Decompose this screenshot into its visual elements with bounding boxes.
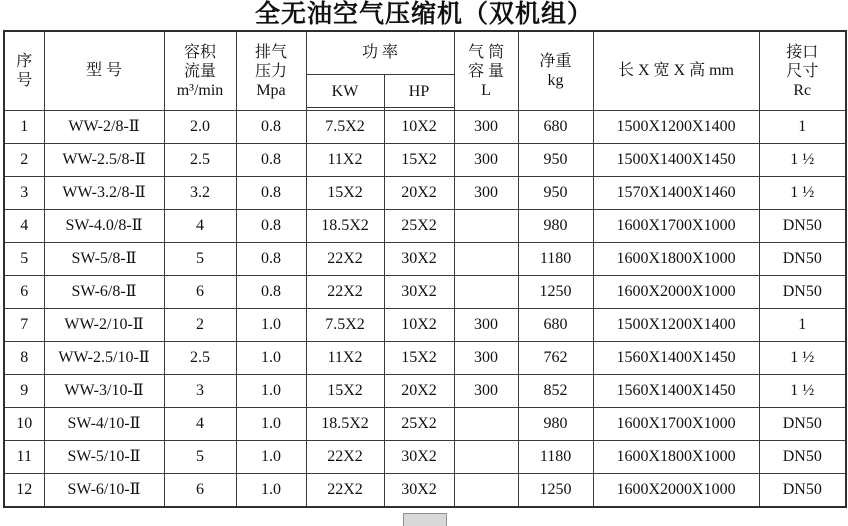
- table-cell: 1600X1700X1000: [593, 408, 759, 441]
- table-cell: SW-6/10-Ⅱ: [44, 474, 164, 508]
- table-header: [4, 31, 846, 111]
- header-port-size: [759, 31, 846, 111]
- table-cell: 2.5: [164, 144, 236, 177]
- header-pressure-line2: 压力: [254, 62, 287, 80]
- table-row: [4, 243, 846, 276]
- header-pressure: [236, 31, 306, 111]
- table-cell: DN50: [759, 408, 846, 441]
- table-cell: 1: [759, 111, 846, 144]
- table-cell: 10X2: [384, 111, 454, 144]
- table-cell: 1600X2000X1000: [593, 276, 759, 309]
- table-cell: DN50: [759, 276, 846, 309]
- table-cell: [454, 276, 518, 309]
- table-cell: 22X2: [306, 276, 384, 309]
- table-cell: 18.5X2: [306, 408, 384, 441]
- table-row: [4, 375, 846, 408]
- table-cell: 30X2: [384, 276, 454, 309]
- page-title: 全无油空气压缩机（双机组）: [254, 1, 593, 28]
- table-cell: SW-4.0/8-Ⅱ: [44, 210, 164, 243]
- table-cell: 1560X1400X1450: [593, 375, 759, 408]
- table-cell: 1600X1800X1000: [593, 441, 759, 474]
- table-row: [4, 309, 846, 342]
- table-cell: 1 ½: [759, 375, 846, 408]
- table-cell: 1.0: [236, 375, 306, 408]
- table-cell: 7.5X2: [306, 111, 384, 144]
- table-cell: WW-3/10-Ⅱ: [44, 375, 164, 408]
- table-cell: 0.8: [236, 177, 306, 210]
- header-seq: [4, 31, 44, 111]
- table-cell: 1.0: [236, 441, 306, 474]
- compressor-spec-table: [3, 30, 847, 508]
- table-cell: 300: [454, 144, 518, 177]
- table-cell: DN50: [759, 210, 846, 243]
- table-cell: DN50: [759, 441, 846, 474]
- table-cell: WW-2.5/8-Ⅱ: [44, 144, 164, 177]
- table-cell: 2.5: [164, 342, 236, 375]
- table-cell: 1180: [518, 441, 593, 474]
- table-row: [4, 210, 846, 243]
- table-cell: 1.0: [236, 474, 306, 508]
- table-row: [4, 342, 846, 375]
- table-cell: 1 ½: [759, 342, 846, 375]
- table-cell: [454, 210, 518, 243]
- table-cell: 300: [454, 111, 518, 144]
- table-cell: SW-5/8-Ⅱ: [44, 243, 164, 276]
- table-cell: 12: [4, 474, 44, 508]
- table-cell: 4: [164, 210, 236, 243]
- table-cell: 0.8: [236, 243, 306, 276]
- table-cell: 4: [4, 210, 44, 243]
- table-cell: 1500X1200X1400: [593, 111, 759, 144]
- header-flow: [164, 31, 236, 111]
- header-tank-line1: 气 筒: [468, 43, 505, 61]
- table-cell: 1.0: [236, 342, 306, 375]
- table-cell: 1600X1800X1000: [593, 243, 759, 276]
- table-cell: 11X2: [306, 144, 384, 177]
- table-body: [4, 111, 846, 508]
- table-cell: 7: [4, 309, 44, 342]
- table-cell: 30X2: [384, 243, 454, 276]
- header-seq-line2: 号: [16, 72, 33, 89]
- table-cell: 22X2: [306, 441, 384, 474]
- header-kw: [306, 75, 384, 111]
- table-cell: 980: [518, 210, 593, 243]
- table-cell: 852: [518, 375, 593, 408]
- header-pressure-line1: 排气: [254, 43, 287, 61]
- table-cell: 980: [518, 408, 593, 441]
- table-cell: 1 ½: [759, 177, 846, 210]
- table-cell: 11: [4, 441, 44, 474]
- header-kw-label: KW: [307, 78, 384, 108]
- table-cell: 2: [164, 309, 236, 342]
- table-cell: 15X2: [384, 342, 454, 375]
- table-row: [4, 111, 846, 144]
- table-cell: 15X2: [306, 375, 384, 408]
- table-cell: 950: [518, 177, 593, 210]
- table-cell: SW-5/10-Ⅱ: [44, 441, 164, 474]
- table-cell: 0.8: [236, 210, 306, 243]
- table-cell: 5: [164, 441, 236, 474]
- table-cell: 950: [518, 144, 593, 177]
- table-cell: 30X2: [384, 474, 454, 508]
- header-port-unit: Rc: [793, 81, 812, 99]
- table-cell: 1560X1400X1450: [593, 342, 759, 375]
- table-cell: 1600X2000X1000: [593, 474, 759, 508]
- table-cell: 1: [4, 111, 44, 144]
- table-cell: 3.2: [164, 177, 236, 210]
- table-cell: 3: [164, 375, 236, 408]
- table-row: [4, 408, 846, 441]
- table-cell: 1 ½: [759, 144, 846, 177]
- table-cell: DN50: [759, 474, 846, 508]
- table-row: [4, 474, 846, 508]
- header-weight-line1: 净重: [539, 53, 572, 70]
- table-cell: 15X2: [306, 177, 384, 210]
- table-cell: 5: [4, 243, 44, 276]
- table-cell: 30X2: [384, 441, 454, 474]
- table-cell: [454, 243, 518, 276]
- table-cell: 1.0: [236, 408, 306, 441]
- header-row-1: [4, 31, 846, 75]
- table-cell: WW-2/10-Ⅱ: [44, 309, 164, 342]
- table-cell: 1570X1400X1460: [593, 177, 759, 210]
- table-cell: 6: [4, 276, 44, 309]
- table-cell: 5: [164, 243, 236, 276]
- table-row: [4, 441, 846, 474]
- table-cell: 20X2: [384, 177, 454, 210]
- header-power: 功 率: [306, 31, 454, 75]
- header-seq-line1: 序: [16, 53, 33, 70]
- table-cell: 300: [454, 309, 518, 342]
- header-hp: [384, 75, 454, 111]
- header-flow-line1: 容积: [183, 43, 216, 61]
- table-cell: 1250: [518, 276, 593, 309]
- table-cell: 25X2: [384, 408, 454, 441]
- header-flow-unit: m³/min: [176, 81, 224, 99]
- header-pressure-unit: Mpa: [256, 81, 286, 99]
- table-row: [4, 177, 846, 210]
- header-port-line1: 接口: [786, 43, 819, 61]
- table-cell: 0.8: [236, 276, 306, 309]
- table-cell: 1180: [518, 243, 593, 276]
- table-cell: SW-4/10-Ⅱ: [44, 408, 164, 441]
- table-cell: 7.5X2: [306, 309, 384, 342]
- table-cell: WW-2/8-Ⅱ: [44, 111, 164, 144]
- table-cell: 25X2: [384, 210, 454, 243]
- table-cell: 8: [4, 342, 44, 375]
- table-cell: 4: [164, 408, 236, 441]
- header-tank-line2: 容 量: [468, 62, 505, 80]
- table-cell: 3: [4, 177, 44, 210]
- table-cell: 300: [454, 177, 518, 210]
- table-cell: 10: [4, 408, 44, 441]
- table-cell: 2: [4, 144, 44, 177]
- table-cell: SW-6/8-Ⅱ: [44, 276, 164, 309]
- table-cell: 300: [454, 342, 518, 375]
- table-cell: 1: [759, 309, 846, 342]
- table-cell: [454, 474, 518, 508]
- table-cell: 680: [518, 111, 593, 144]
- header-port-line2: 尺寸: [786, 62, 819, 80]
- header-dimensions: 长 X 宽 X 高 mm: [593, 31, 759, 111]
- table-row: [4, 276, 846, 309]
- table-cell: 2.0: [164, 111, 236, 144]
- table-cell: 762: [518, 342, 593, 375]
- table-cell: DN50: [759, 243, 846, 276]
- header-tank-unit: L: [481, 81, 491, 99]
- header-weight: [518, 31, 593, 111]
- table-cell: 22X2: [306, 474, 384, 508]
- header-hp-label: HP: [385, 78, 454, 108]
- table-cell: 9: [4, 375, 44, 408]
- table-cell: 11X2: [306, 342, 384, 375]
- table-cell: 1500X1200X1400: [593, 309, 759, 342]
- table-row: [4, 144, 846, 177]
- table-cell: [454, 441, 518, 474]
- table-cell: 22X2: [306, 243, 384, 276]
- table-cell: 680: [518, 309, 593, 342]
- table-cell: 10X2: [384, 309, 454, 342]
- header-flow-line2: 流量: [183, 62, 216, 80]
- header-model: 型 号: [44, 31, 164, 111]
- table-cell: 15X2: [384, 144, 454, 177]
- table-cell: 1.0: [236, 309, 306, 342]
- header-weight-unit: kg: [547, 72, 564, 89]
- table-cell: WW-3.2/8-Ⅱ: [44, 177, 164, 210]
- table-cell: 1250: [518, 474, 593, 508]
- table-cell: 18.5X2: [306, 210, 384, 243]
- table-cell: [454, 408, 518, 441]
- table-cell: 20X2: [384, 375, 454, 408]
- header-tank: [454, 31, 518, 111]
- table-cell: WW-2.5/10-Ⅱ: [44, 342, 164, 375]
- table-cell: 300: [454, 375, 518, 408]
- partial-next-table-cell: [403, 513, 447, 526]
- table-cell: 1600X1700X1000: [593, 210, 759, 243]
- table-cell: 0.8: [236, 144, 306, 177]
- table-cell: 0.8: [236, 111, 306, 144]
- table-cell: 1500X1400X1450: [593, 144, 759, 177]
- table-cell: 6: [164, 474, 236, 508]
- table-cell: 6: [164, 276, 236, 309]
